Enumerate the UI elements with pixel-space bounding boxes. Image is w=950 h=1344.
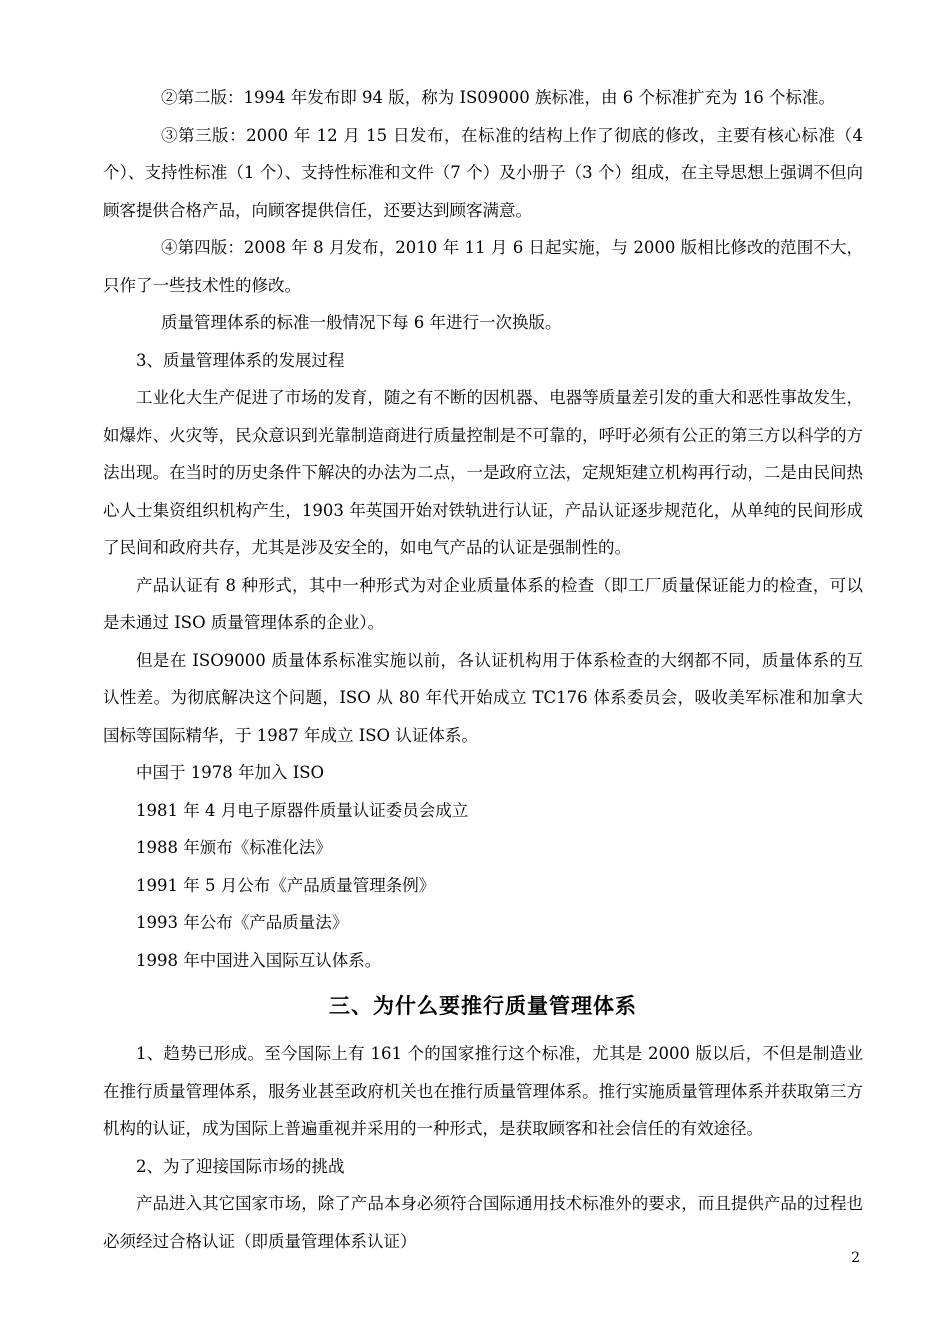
timeline-item-1993: 1993 年公布《产品质量法》 — [136, 913, 349, 932]
subheading-international-market: 2、为了迎接国际市场的挑战 — [136, 1156, 345, 1176]
paragraph-industrialization: 工业化大生产促进了市场的发育，随之有不断的因机器、电器等质量差引发的重大和恶性事故发生，如爆炸、火灾等，民众意识到光靠制造商进行质量控制是不可靠的，呼吁必须有公正的第三方以科学的方法出现。在当时的历史条件下解决的办法为二点，一是政府立法，定规矩建立机构再行动，二是由民间热心人士集资组织机构产生，1903 年英国开始对铁轨进行认证，产品认证逐步规范化，从单纯的民间形成了民间和政府共存，尤其是涉及安全的，如电气产品的认证是强制性的。 — [103, 388, 863, 557]
paragraph-certification-forms: 产品认证有 8 种形式，其中一种形式为对企业质量体系的检查（即工厂质量保证能力的检查，可以是未通过 ISO 质量管理体系的企业）。 — [103, 575, 863, 632]
paragraph-edition-2: ②第二版：1994 年发布即 94 版，称为 IS09000 族标准，由 6 个标准扩充为 16 个标准。 — [161, 88, 835, 107]
timeline-item-1988: 1988 年颁布《标准化法》 — [136, 838, 332, 857]
timeline-item-1991: 1991 年 5 月公布《产品质量管理条例》 — [136, 875, 436, 895]
paragraph-edition-4: ④第四版：2008 年 8 月发布，2010 年 11 月 6 日起实施，与 2000 版相比修改的范围不大，只作了一些技术性的修改。 — [103, 238, 863, 295]
subheading-development: 3、质量管理体系的发展过程 — [136, 350, 345, 370]
paragraph-trend: 1、趋势已形成。至今国际上有 161 个的国家推行这个标准，尤其是 2000 版以后，不但是制造业在推行质量管理体系，服务业甚至政府机关也在推行质量管理体系。推行实施质量管理体系并获取第三方机构的认证，成为国际上普遍重视并采用的一种形式，是获取顾客和社会信任的有效途径。 — [103, 1044, 863, 1138]
paragraph-market-entry: 产品进入其它国家市场，除了产品本身必须符合国际通用技术标准外的要求，而且提供产品的过程也必须经过合格认证（即质量管理体系认证） — [103, 1194, 863, 1251]
page-number: 2 — [851, 1250, 860, 1266]
paragraph-revision-cycle: 质量管理体系的标准一般情况下每 6 年进行一次换版。 — [161, 313, 562, 332]
page-content — [103, 79, 863, 1260]
section-heading: 三、为什么要推行质量管理体系 — [329, 993, 637, 1018]
timeline-item-1981: 1981 年 4 月电子原器件质量认证委员会成立 — [136, 800, 469, 820]
timeline-item-1978: 中国于 1978 年加入 ISO — [136, 763, 325, 782]
timeline-item-1998: 1998 年中国进入国际互认体系。 — [136, 950, 382, 970]
paragraph-iso9000-before: 但是在 ISO9000 质量体系标准实施以前，各认证机构用于体系检查的大纲都不同，质量体系的互认性差。为彻底解决这个问题，ISO 从 80 年代开始成立 TC176 体系委员会，吸收美军标准和加拿大国标等国际精华，于 1987 年成立 ISO 认证体系。 — [103, 650, 863, 745]
paragraph-edition-3: ③第三版：2000 年 12 月 15 日发布，在标准的结构上作了彻底的修改，主要有核心标准（4 个）、支持性标准（1 个）、支持性标准和文件（7 个）及小册子（3 个）组成，在主导思想上强调不但向顾客提供合格产品，向顾客提供信任，还要达到顾客满意。 — [103, 125, 863, 220]
